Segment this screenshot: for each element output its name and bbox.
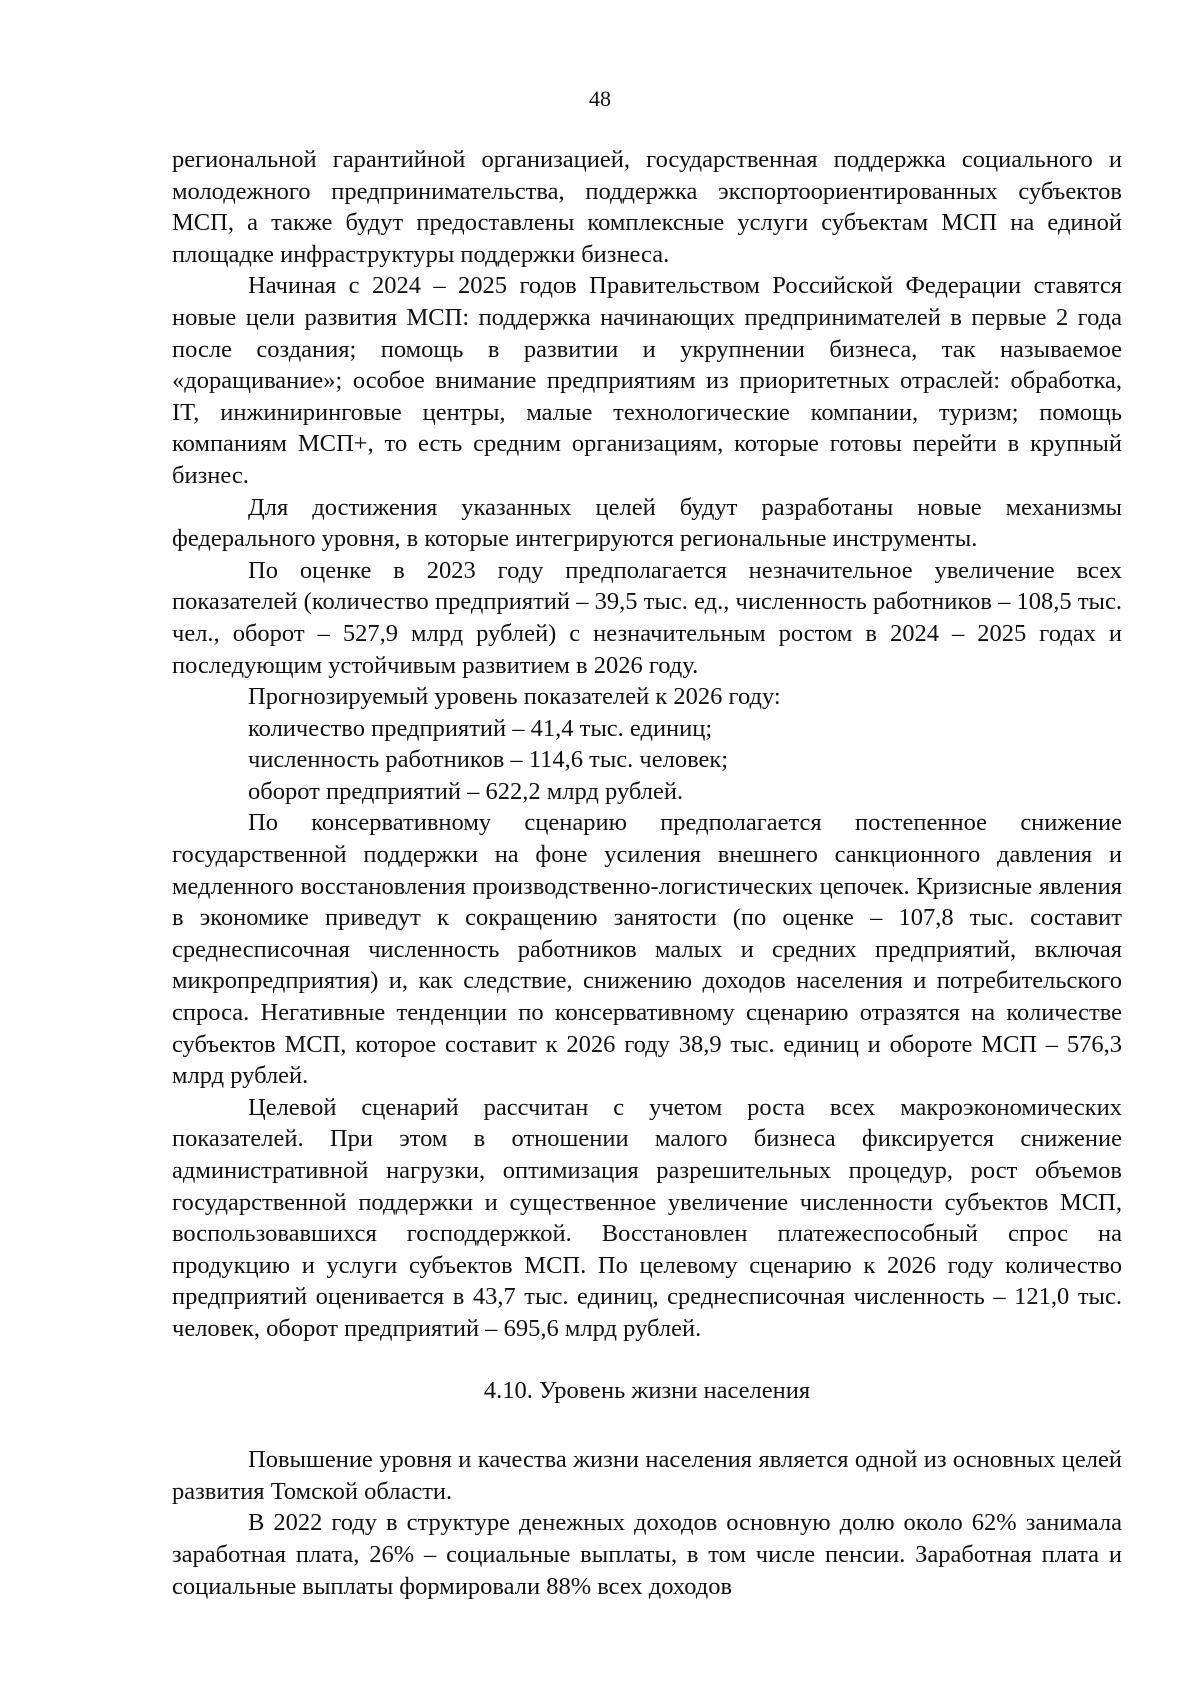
forecast-item-turnover: оборот предприятий – 622,2 млрд рублей.	[248, 777, 684, 805]
paragraph-forecast-intro: Прогнозируемый уровень показателей к 2026 году:	[248, 683, 781, 711]
section-heading: 4.10. Уровень жизни населения	[483, 1376, 811, 1404]
paragraph-target-scenario: Целевой сценарий рассчитан с учетом роста всех макроэкономических показателей. При этом в отношении малого бизнеса фиксируется снижение административной нагрузки, оптимизация разрешительных процедур, рост объемов государственной поддержки и существенное увеличение численности субъектов МСП, воспользовавшихся господдержкой. Восстановлен платежеспособный спрос на продукцию и услуги субъектов МСП. По целевому сценарию к 2026 году количество предприятий оценивается в 43,7 тыс. единиц, среднесписочная численность – 121,0 тыс. человек, оборот предприятий – 695,6 млрд рублей.	[172, 1093, 1122, 1342]
paragraph-income-structure: В 2022 году в структуре денежных доходов основную долю около 62% занимала заработная плата, 26% – социальные выплаты, в том числе пенсии. Заработная плата и социальные выплаты формировали 88% всех доходов	[172, 1509, 1122, 1600]
paragraph-new-goals: Начиная с 2024 – 2025 годов Правительством Российской Федерации ставятся новые цели развития МСП: поддержка начинающих предпринимателей в первые 2 года после создания; помощь в развитии и укрупнении бизнеса, так называемое «доращивание»; особое внимание предприятиям из приоритетных отраслей: обработка, IT, инжиниринговые центры, малые технологические компании, туризм; помощь компаниям МСП+, то есть средним организациям, которые готовы перейти в крупный бизнес.	[172, 272, 1122, 489]
page-number: 48	[589, 86, 611, 111]
forecast-item-employees: численность работников – 114,6 тыс. человек;	[248, 746, 729, 774]
forecast-item-enterprises: количество предприятий – 41,4 тыс. единиц;	[248, 714, 713, 742]
paragraph-continuation: региональной гарантийной организацией, государственная поддержка социального и молодежного предпринимательства, поддержка экспортоориентированных субъектов МСП, а также будут предоставлены комплексные услуги субъектам МСП на единой площадке инфраструктуры поддержки бизнеса.	[172, 146, 1122, 268]
paragraph-estimate-2023: По оценке в 2023 году предполагается незначительное увеличение всех показателей (количество предприятий – 39,5 тыс. ед., численность работников – 108,5 тыс. чел., оборот – 527,9 млрд рублей) с незначительным ростом в 2024 – 2025 годах и последующим устойчивым развитием в 2026 году.	[172, 556, 1122, 679]
body-text	[172, 144, 1122, 1602]
paragraph-conservative-scenario: По консервативному сценарию предполагается постепенное снижение государственной поддержки на фоне усиления внешнего санкционного давления и медленного восстановления производственно-логистических цепочек. Кризисные явления в экономике приведут к сокращению занятости (по оценке – 107,8 тыс. составит среднесписочная численность работников малых и средних предприятий, включая микропредприятия) и, как следствие, снижению доходов населения и потребительского спроса. Негативные тенденции по консервативному сценарию отразятся на количестве субъектов МСП, которое составит к 2026 году 38,9 тыс. единиц и обороте МСП – 576,3 млрд рублей.	[172, 809, 1122, 1090]
paragraph-mechanisms: Для достижения указанных целей будут разработаны новые механизмы федерального уровня, в которые интегрируются региональные инструменты.	[172, 493, 1122, 553]
paragraph-living-standards: Повышение уровня и качества жизни населения является одной из основных целей развития Томской области.	[172, 1446, 1122, 1505]
